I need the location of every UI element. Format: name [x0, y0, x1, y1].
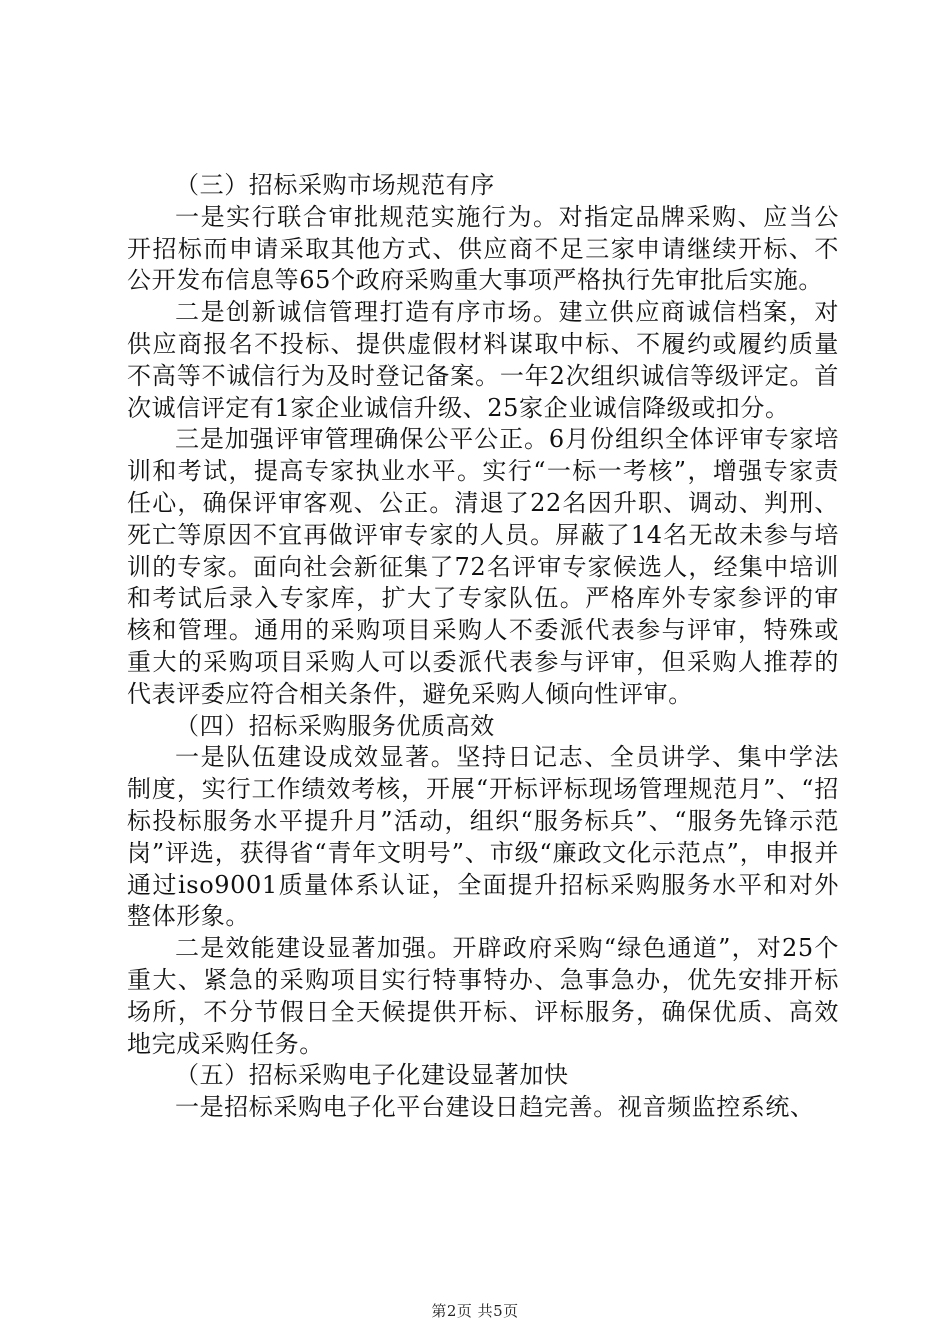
- document-body: [127, 170, 839, 1124]
- section-heading-3: （三）招标采购市场规范有序: [175, 171, 495, 199]
- body-paragraph: 一是招标采购电子化平台建设日趋完善。视音频监控系统、: [175, 1093, 815, 1122]
- body-paragraph: 二是效能建设显著加强。开辟政府采购“绿色通道”，对25个重大、紧急的采购项目实行特事特办、急事急办，优先安排开标场所，不分节假日全天候提供开标、评标服务，确保优质、高效地完成采购任务。: [127, 934, 839, 1058]
- body-paragraph: 一是队伍建设成效显著。坚持日记志、全员讲学、集中学法制度，实行工作绩效考核，开展“开标评标现场管理规范月”、“招标投标服务水平提升月”活动，组织“服务标兵”、“服务先锋示范岗”评选，获得省“青年文明号”、市级“廉政文化示范点”，申报并通过iso9001质量体系认证，全面提升招标采购服务水平和对外整体形象。: [127, 743, 839, 931]
- section-heading-5: （五）招标采购电子化建设显著加快: [175, 1061, 569, 1090]
- body-paragraph: 二是创新诚信管理打造有序市场。建立供应商诚信档案，对供应商报名不投标、提供虚假材料谋取中标、不履约或履约质量不高等不诚信行为及时登记备案。一年2次组织诚信等级评定。首次诚信评定有1家企业诚信升级、25家企业诚信降级或扣分。: [127, 298, 839, 422]
- body-paragraph: 三是加强评审管理确保公平公正。6月份组织全体评审专家培训和考试，提高专家执业水平。实行“一标一考核”，增强专家责任心，确保评审客观、公正。清退了22名因升职、调动、判刑、死亡等原因不宜再做评审专家的人员。屏蔽了14名无故未参与培训的专家。面向社会新征集了72名评审专家候选人，经集中培训和考试后录入专家库，扩大了专家队伍。严格库外专家参评的审核和管理。通用的采购项目采购人不委派代表参与评审，特殊或重大的采购项目采购人可以委派代表参与评审，但采购人推荐的代表评委应符合相关条件，避免采购人倾向性评审。: [127, 425, 839, 708]
- body-paragraph: 一是实行联合审批规范实施行为。对指定品牌采购、应当公开招标而申请采取其他方式、供应商不足三家申请继续开标、不公开发布信息等65个政府采购重大事项严格执行先审批后实施。: [127, 202, 839, 295]
- page-footer: 第2页 共5页: [431, 1302, 519, 1320]
- section-heading-4: （四）招标采购服务优质高效: [175, 711, 495, 740]
